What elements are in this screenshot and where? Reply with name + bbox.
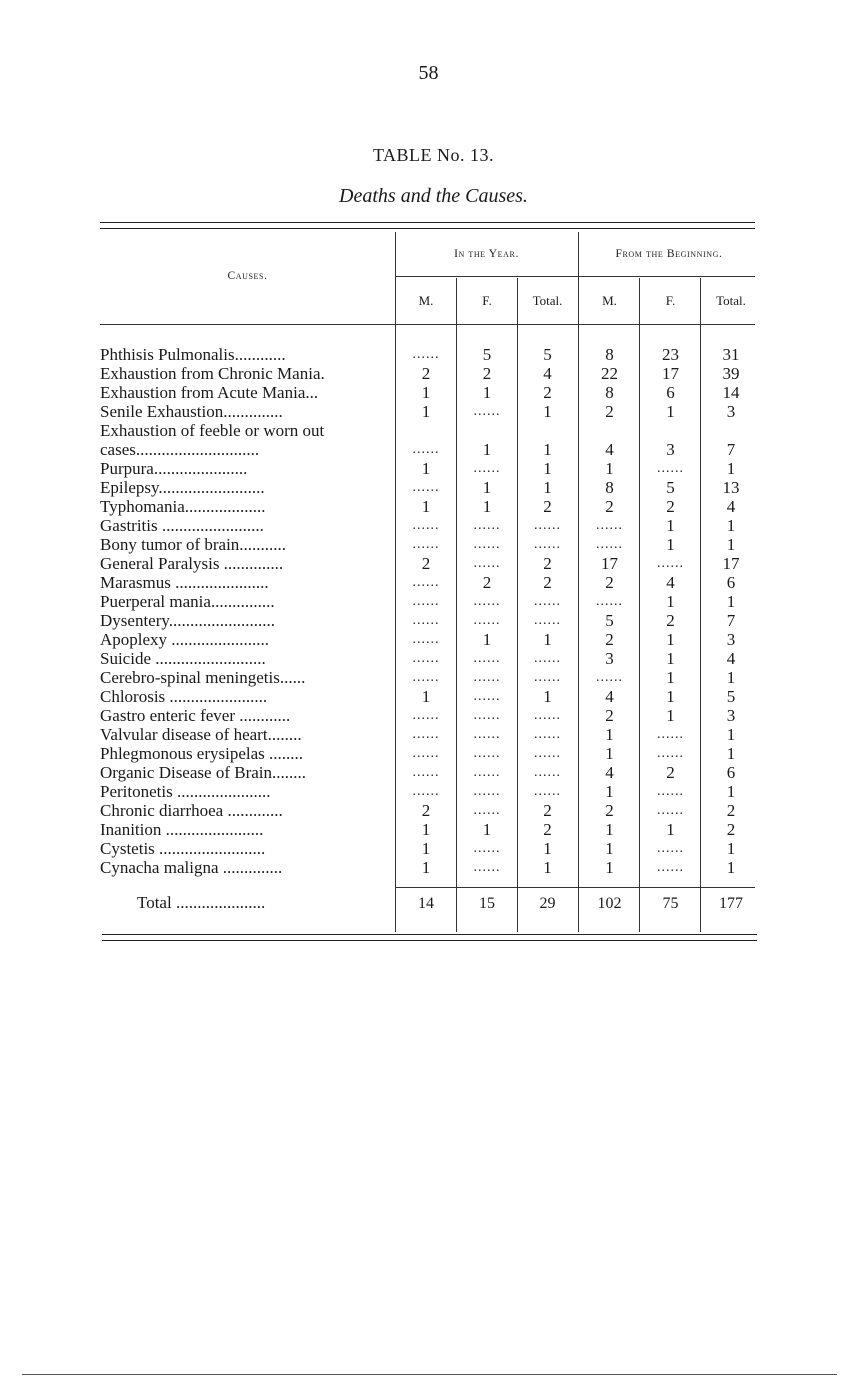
count-cell: 14 bbox=[722, 383, 740, 402]
count-cell: 3 bbox=[726, 402, 736, 421]
count-cell: 1 bbox=[666, 630, 675, 649]
empty-cell: ...... bbox=[657, 841, 684, 856]
empty-cell: ...... bbox=[657, 461, 684, 476]
col-header-begin-m: M. bbox=[602, 293, 617, 308]
empty-cell: ...... bbox=[473, 689, 501, 704]
empty-cell: ...... bbox=[534, 784, 561, 799]
empty-cell: ...... bbox=[534, 670, 561, 685]
table-row bbox=[100, 744, 755, 763]
table-row bbox=[100, 858, 755, 877]
col-header-year-f: F. bbox=[482, 293, 492, 308]
total-year-m: 14 bbox=[418, 895, 434, 912]
total-year-f: 15 bbox=[479, 895, 495, 912]
count-cell: 4 bbox=[726, 649, 736, 668]
col-header-begin-f: F. bbox=[665, 293, 676, 308]
empty-cell: ...... bbox=[412, 594, 440, 609]
table-row bbox=[100, 535, 755, 554]
empty-cell: ...... bbox=[473, 594, 501, 609]
count-cell: 1 bbox=[726, 782, 736, 801]
count-cell: 1 bbox=[482, 478, 492, 497]
count-cell: 1 bbox=[421, 383, 431, 402]
count-cell: 2 bbox=[605, 630, 614, 649]
count-cell: 8 bbox=[605, 345, 614, 364]
count-cell: 2 bbox=[482, 364, 492, 383]
count-cell: 1 bbox=[543, 630, 552, 649]
count-cell: 1 bbox=[421, 497, 431, 516]
count-cell: 1 bbox=[666, 516, 675, 535]
count-cell: 3 bbox=[666, 440, 675, 459]
count-cell: 17 bbox=[662, 364, 679, 383]
count-cell: 4 bbox=[605, 440, 614, 459]
count-cell: 1 bbox=[421, 820, 431, 839]
table-row bbox=[100, 440, 755, 459]
count-cell: 1 bbox=[605, 782, 614, 801]
count-cell: 1 bbox=[666, 687, 675, 706]
table-row bbox=[100, 763, 755, 782]
count-cell: 5 bbox=[726, 687, 736, 706]
cause-label: General Paralysis .............. bbox=[100, 554, 284, 573]
count-cell: 1 bbox=[605, 744, 614, 763]
empty-cell: ...... bbox=[657, 860, 684, 875]
count-cell: 7 bbox=[726, 611, 736, 630]
count-cell: 1 bbox=[605, 839, 614, 858]
count-cell: 1 bbox=[726, 839, 736, 858]
count-cell: 1 bbox=[482, 383, 492, 402]
cause-label: Valvular disease of heart........ bbox=[100, 725, 302, 744]
empty-cell: ...... bbox=[412, 765, 440, 780]
count-cell: 17 bbox=[722, 554, 740, 573]
page-number: 58 bbox=[418, 62, 439, 84]
table-row bbox=[100, 592, 755, 611]
count-cell: 2 bbox=[543, 554, 552, 573]
count-cell: 4 bbox=[605, 687, 614, 706]
header-divider bbox=[395, 276, 755, 277]
cause-label: Organic Disease of Brain........ bbox=[100, 763, 306, 782]
count-cell: 31 bbox=[722, 345, 740, 364]
table-row bbox=[100, 383, 755, 402]
count-cell: 1 bbox=[421, 858, 431, 877]
cause-label: Dysentery......................... bbox=[100, 611, 276, 630]
empty-cell: ...... bbox=[473, 765, 501, 780]
empty-cell: ...... bbox=[412, 670, 440, 685]
cause-label: Chronic diarrhoea ............. bbox=[100, 801, 283, 820]
table-row bbox=[100, 706, 755, 725]
cause-label: Cystetis ......................... bbox=[100, 839, 266, 858]
empty-cell: ...... bbox=[412, 784, 440, 799]
table-row bbox=[100, 554, 755, 573]
page-bottom-rule bbox=[22, 1374, 837, 1375]
empty-cell: ...... bbox=[534, 708, 561, 723]
count-cell: 39 bbox=[722, 364, 740, 383]
total-label: Total ..................... bbox=[137, 893, 266, 912]
count-cell: 17 bbox=[601, 554, 618, 573]
count-cell: 1 bbox=[666, 668, 675, 687]
count-cell: 1 bbox=[543, 402, 552, 421]
count-cell: 2 bbox=[666, 497, 675, 516]
count-cell: 1 bbox=[543, 839, 552, 858]
empty-cell: ...... bbox=[473, 746, 501, 761]
table-row bbox=[100, 630, 755, 649]
count-cell: 1 bbox=[543, 459, 552, 478]
cause-label: Peritonetis ...................... bbox=[100, 782, 271, 801]
cause-label: Phlegmonous erysipelas ........ bbox=[100, 744, 304, 763]
count-cell: 2 bbox=[726, 820, 736, 839]
count-cell: 1 bbox=[605, 459, 614, 478]
empty-cell: ...... bbox=[412, 518, 440, 533]
count-cell: 2 bbox=[543, 383, 552, 402]
empty-cell: ...... bbox=[412, 746, 440, 761]
table-row bbox=[100, 497, 755, 516]
table-row bbox=[100, 725, 755, 744]
col-header-begin-total: Total. bbox=[716, 293, 746, 308]
table-subtitle: Deaths and the Causes. bbox=[339, 185, 528, 207]
count-cell: 7 bbox=[726, 440, 736, 459]
count-cell: 1 bbox=[421, 459, 431, 478]
count-cell: 2 bbox=[421, 364, 431, 383]
empty-cell: ...... bbox=[473, 556, 501, 571]
cause-label: Gastritis ........................ bbox=[100, 516, 264, 535]
count-cell: 5 bbox=[605, 611, 614, 630]
top-rule bbox=[100, 228, 755, 229]
empty-cell: ...... bbox=[473, 613, 501, 628]
cause-label: Gastro enteric fever ............ bbox=[100, 706, 291, 725]
empty-cell: ...... bbox=[473, 727, 501, 742]
count-cell: 2 bbox=[543, 820, 552, 839]
count-cell: 3 bbox=[726, 706, 736, 725]
cause-label: Cerebro-spinal meningetis...... bbox=[100, 668, 306, 687]
count-cell: 1 bbox=[726, 459, 736, 478]
count-cell: 1 bbox=[666, 820, 675, 839]
count-cell: 1 bbox=[543, 687, 552, 706]
count-cell: 1 bbox=[421, 839, 431, 858]
cause-label: Senile Exhaustion.............. bbox=[100, 402, 283, 421]
count-cell: 4 bbox=[605, 763, 614, 782]
table-row bbox=[100, 459, 755, 478]
empty-cell: ...... bbox=[473, 708, 501, 723]
cause-label: Puerperal mania............... bbox=[100, 592, 275, 611]
count-cell: 1 bbox=[482, 630, 492, 649]
table-row bbox=[100, 516, 755, 535]
count-cell: 1 bbox=[482, 440, 492, 459]
table-row bbox=[100, 839, 755, 858]
count-cell: 2 bbox=[421, 801, 431, 820]
cause-label: Purpura...................... bbox=[100, 459, 248, 478]
table-row bbox=[100, 402, 755, 421]
bottom-table-rule bbox=[102, 934, 757, 935]
empty-cell: ...... bbox=[657, 556, 684, 571]
count-cell: 1 bbox=[726, 744, 736, 763]
count-cell: 5 bbox=[666, 478, 675, 497]
count-cell: 6 bbox=[726, 763, 736, 782]
bottom-table-rule bbox=[102, 940, 757, 941]
count-cell: 5 bbox=[482, 345, 492, 364]
cause-label: Bony tumor of brain........... bbox=[100, 535, 287, 554]
count-cell: 1 bbox=[666, 535, 675, 554]
empty-cell: ...... bbox=[657, 727, 684, 742]
in-the-year-header: In the Year. bbox=[454, 248, 519, 260]
count-cell: 13 bbox=[722, 478, 740, 497]
count-cell: 6 bbox=[726, 573, 736, 592]
table-row bbox=[100, 801, 755, 820]
cause-label: Marasmus ...................... bbox=[100, 573, 269, 592]
empty-cell: ...... bbox=[534, 727, 561, 742]
empty-cell: ...... bbox=[596, 518, 623, 533]
empty-cell: ...... bbox=[534, 537, 561, 552]
count-cell: 1 bbox=[482, 497, 492, 516]
count-cell: 4 bbox=[726, 497, 736, 516]
empty-cell: ...... bbox=[596, 670, 623, 685]
count-cell: 1 bbox=[726, 592, 736, 611]
table-title: TABLE No. 13. bbox=[372, 145, 495, 165]
empty-cell: ...... bbox=[412, 727, 440, 742]
count-cell: 5 bbox=[543, 345, 552, 364]
empty-cell: ...... bbox=[473, 518, 501, 533]
table-row bbox=[100, 345, 755, 364]
empty-cell: ...... bbox=[473, 860, 501, 875]
empty-cell: ...... bbox=[473, 537, 501, 552]
empty-cell: ...... bbox=[534, 746, 561, 761]
count-cell: 6 bbox=[666, 383, 675, 402]
cause-label: Exhaustion from Acute Mania... bbox=[100, 383, 319, 402]
count-cell: 2 bbox=[543, 497, 552, 516]
empty-cell: ...... bbox=[412, 708, 440, 723]
empty-cell: ...... bbox=[657, 746, 684, 761]
empty-cell: ...... bbox=[534, 651, 561, 666]
table-row bbox=[100, 573, 755, 592]
count-cell: 8 bbox=[605, 478, 614, 497]
count-cell: 1 bbox=[726, 725, 736, 744]
count-cell: 1 bbox=[726, 535, 736, 554]
cause-label: Exhaustion from Chronic Mania. bbox=[100, 364, 325, 383]
count-cell: 2 bbox=[605, 402, 614, 421]
empty-cell: ...... bbox=[473, 803, 501, 818]
total-begin-f: 75 bbox=[662, 895, 679, 912]
empty-cell: ...... bbox=[657, 784, 684, 799]
count-cell: 1 bbox=[605, 858, 614, 877]
empty-cell: ...... bbox=[473, 404, 501, 419]
empty-cell: ...... bbox=[534, 765, 561, 780]
count-cell: 1 bbox=[726, 858, 736, 877]
cause-label: Suicide .......................... bbox=[100, 649, 266, 668]
empty-cell: ...... bbox=[473, 651, 501, 666]
empty-cell: ...... bbox=[473, 784, 501, 799]
count-cell: 1 bbox=[666, 649, 675, 668]
empty-cell: ...... bbox=[534, 518, 561, 533]
empty-cell: ...... bbox=[473, 461, 501, 476]
count-cell: 2 bbox=[543, 573, 552, 592]
header-bottom-rule bbox=[100, 324, 395, 325]
table-row bbox=[100, 820, 755, 839]
table-row bbox=[100, 649, 755, 668]
count-cell: 4 bbox=[666, 573, 675, 592]
header-bottom-rule bbox=[395, 324, 755, 325]
empty-cell: ...... bbox=[534, 613, 561, 628]
empty-cell: ...... bbox=[534, 594, 561, 609]
top-rule bbox=[100, 222, 755, 223]
cause-label: Typhomania................... bbox=[100, 497, 266, 516]
count-cell: 22 bbox=[601, 364, 618, 383]
table-row bbox=[100, 668, 755, 687]
empty-cell: ...... bbox=[412, 537, 440, 552]
count-cell: 1 bbox=[666, 592, 675, 611]
total-rule bbox=[395, 887, 755, 888]
count-cell: 3 bbox=[605, 649, 614, 668]
total-begin-total: 177 bbox=[719, 895, 743, 912]
count-cell: 1 bbox=[605, 820, 614, 839]
count-cell: 2 bbox=[543, 801, 552, 820]
empty-cell: ...... bbox=[412, 442, 440, 457]
empty-cell: ...... bbox=[412, 632, 440, 647]
count-cell: 4 bbox=[543, 364, 552, 383]
count-cell: 1 bbox=[666, 706, 675, 725]
count-cell: 1 bbox=[421, 402, 431, 421]
cause-label: cases............................. bbox=[100, 440, 260, 459]
count-cell: 2 bbox=[605, 573, 614, 592]
count-cell: 2 bbox=[605, 497, 614, 516]
count-cell: 8 bbox=[605, 383, 614, 402]
empty-cell: ...... bbox=[473, 670, 501, 685]
cause-label: Inanition ....................... bbox=[100, 820, 264, 839]
empty-cell: ...... bbox=[412, 575, 440, 590]
table-row bbox=[100, 478, 755, 497]
table-row bbox=[100, 687, 755, 706]
empty-cell: ...... bbox=[473, 841, 501, 856]
count-cell: 2 bbox=[726, 801, 736, 820]
empty-cell: ...... bbox=[412, 480, 440, 495]
col-header-year-m: M. bbox=[418, 293, 434, 308]
cause-label: Epilepsy......................... bbox=[100, 478, 265, 497]
count-cell: 2 bbox=[482, 573, 492, 592]
total-year-total: 29 bbox=[539, 895, 556, 912]
empty-cell: ...... bbox=[596, 537, 623, 552]
cause-label: Cynacha maligna .............. bbox=[100, 858, 283, 877]
count-cell: 2 bbox=[666, 763, 675, 782]
count-cell: 1 bbox=[543, 858, 552, 877]
table-row bbox=[100, 611, 755, 630]
cause-label: Phthisis Pulmonalis............ bbox=[100, 345, 286, 364]
causes-header: Causes. bbox=[227, 270, 268, 282]
total-begin-m: 102 bbox=[597, 895, 622, 912]
count-cell: 3 bbox=[726, 630, 736, 649]
empty-cell: ...... bbox=[657, 803, 684, 818]
table-row bbox=[100, 782, 755, 801]
count-cell: 1 bbox=[726, 516, 736, 535]
count-cell: 1 bbox=[543, 440, 552, 459]
empty-cell: ...... bbox=[412, 347, 440, 362]
count-cell: 1 bbox=[726, 668, 736, 687]
count-cell: 1 bbox=[543, 478, 552, 497]
empty-cell: ...... bbox=[596, 594, 623, 609]
count-cell: 2 bbox=[666, 611, 675, 630]
table-row bbox=[100, 421, 755, 440]
count-cell: 23 bbox=[662, 345, 679, 364]
cause-label: Apoplexy ....................... bbox=[100, 630, 270, 649]
cause-label: Chlorosis ....................... bbox=[100, 687, 268, 706]
col-header-year-total: Total. bbox=[532, 293, 563, 308]
empty-cell: ...... bbox=[412, 651, 440, 666]
cause-label: Exhaustion of feeble or worn out bbox=[100, 421, 325, 440]
count-cell: 1 bbox=[482, 820, 492, 839]
count-cell: 2 bbox=[421, 554, 431, 573]
table-row bbox=[100, 364, 755, 383]
count-cell: 1 bbox=[421, 687, 431, 706]
empty-cell: ...... bbox=[412, 613, 440, 628]
count-cell: 2 bbox=[605, 801, 614, 820]
from-beginning-header: From the Beginning. bbox=[615, 248, 723, 260]
count-cell: 2 bbox=[605, 706, 614, 725]
count-cell: 1 bbox=[605, 725, 614, 744]
count-cell: 1 bbox=[666, 402, 675, 421]
